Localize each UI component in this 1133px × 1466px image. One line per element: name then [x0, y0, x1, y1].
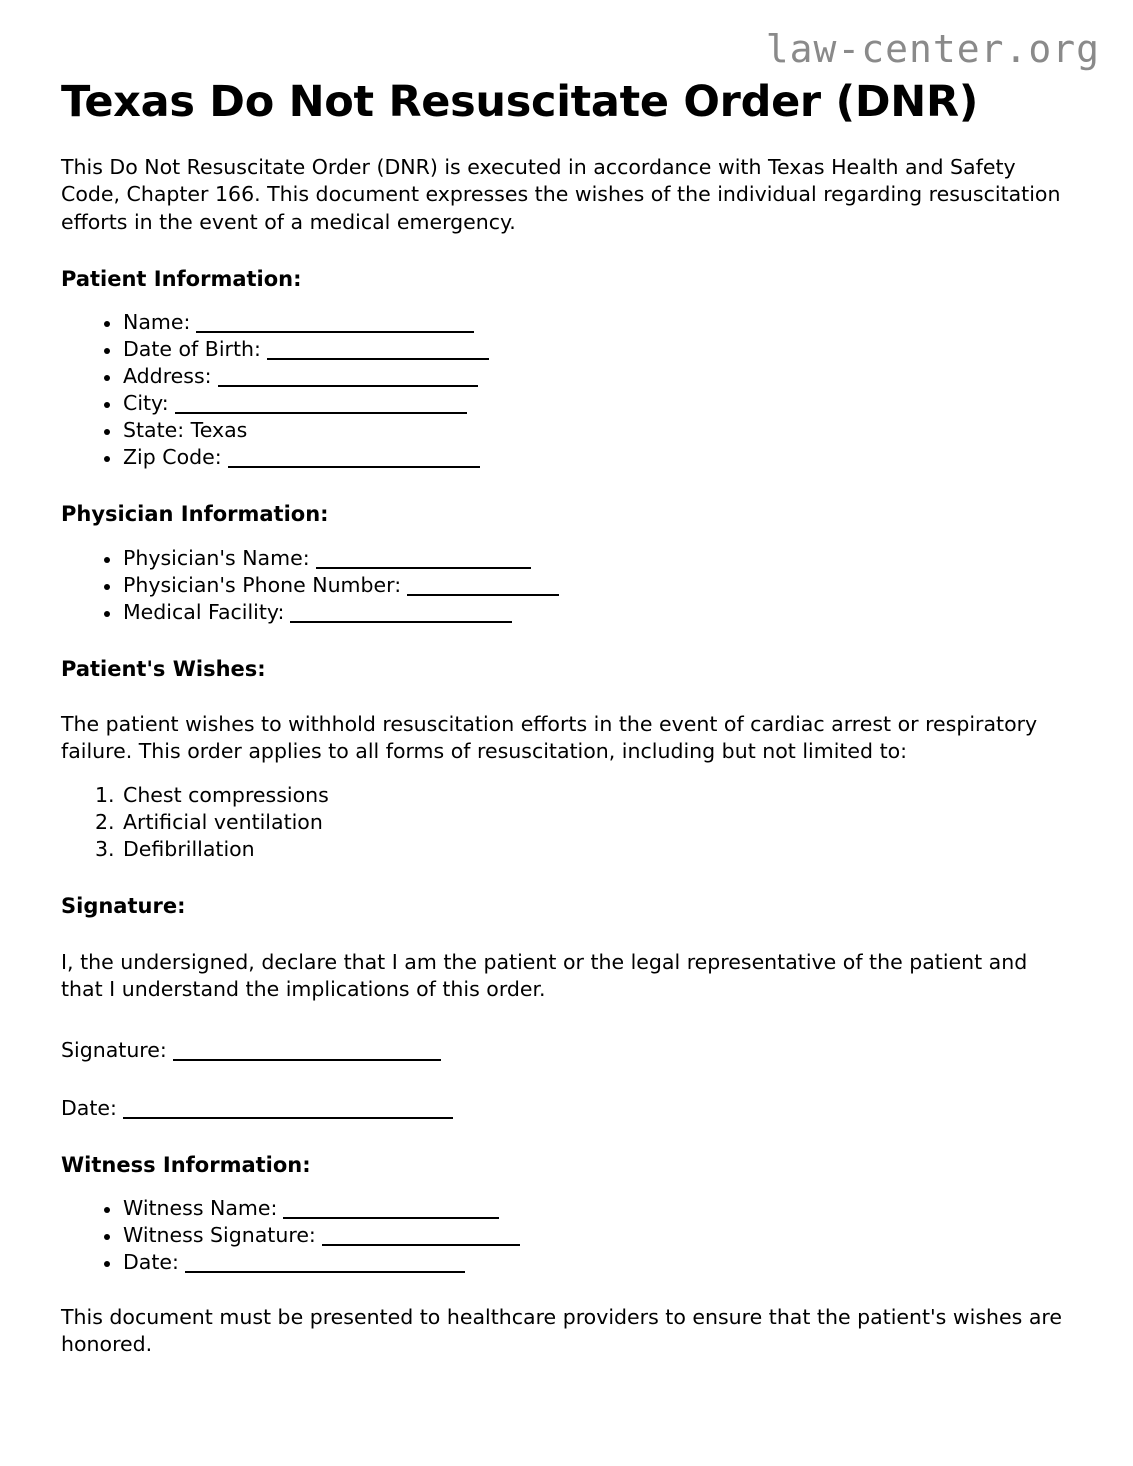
- field-label: State: Texas: [123, 418, 248, 443]
- fill-in-blank[interactable]: [228, 466, 480, 468]
- field-label: Zip Code:: [123, 445, 222, 470]
- field-label: Signature:: [61, 1038, 167, 1063]
- document-body: [61, 78, 1071, 1359]
- list-item: [95, 363, 1071, 390]
- page-title: Texas Do Not Resuscitate Order (DNR): [61, 77, 979, 127]
- field-label: Address:: [123, 364, 212, 389]
- fill-in-blank[interactable]: [175, 412, 467, 414]
- fill-in-blank[interactable]: [196, 331, 474, 333]
- field-label: Witness Signature:: [123, 1223, 316, 1248]
- patient-information-heading: Patient Information:: [61, 266, 302, 291]
- field-label: Physician's Phone Number:: [123, 572, 402, 597]
- list-item: Defibrillation: [123, 837, 255, 862]
- fill-in-blank[interactable]: [316, 567, 531, 569]
- field-label: City:: [123, 391, 169, 416]
- fill-in-blank[interactable]: [185, 1271, 465, 1273]
- physician-information-heading: Physician Information:: [61, 502, 329, 527]
- patient-wishes-heading: Patient's Wishes:: [61, 656, 266, 681]
- fill-in-blank[interactable]: [290, 621, 512, 623]
- list-item: Artificial ventilation: [123, 809, 323, 834]
- field-label: Physician's Name:: [123, 545, 310, 570]
- patient-wishes-paragraph: The patient wishes to withhold resuscitation efforts in the event of cardiac arrest or respiratory failure. This order applies to all forms of resuscitation, including but not limited to:: [61, 712, 1038, 764]
- list-item: Chest compressions: [123, 782, 329, 807]
- list-item: [95, 309, 1071, 336]
- field-label: Medical Facility:: [123, 599, 285, 624]
- list-item: [95, 417, 1071, 444]
- field-label: Date of Birth:: [123, 337, 261, 362]
- field-label: Witness Name:: [123, 1196, 278, 1221]
- list-item: [95, 1195, 1071, 1222]
- witness-information-list: [61, 1195, 1071, 1276]
- field-label: Date:: [61, 1095, 117, 1120]
- fill-in-blank[interactable]: [322, 1244, 520, 1246]
- patient-wishes-list: [61, 782, 1071, 864]
- site-watermark: law-center.org: [765, 27, 1100, 71]
- list-item: [95, 1249, 1071, 1276]
- signature-date-row: [61, 1095, 1071, 1122]
- list-item: [95, 336, 1071, 363]
- closing-paragraph: This document must be presented to healthcare providers to ensure that the patient's wishes are honored.: [61, 1305, 1062, 1357]
- witness-information-heading: Witness Information:: [61, 1152, 311, 1177]
- intro-paragraph: This Do Not Resuscitate Order (DNR) is executed in accordance with Texas Health and Safety Code, Chapter 166. This document expresses the wishes of the individual regarding resuscitation efforts in the event of a medical emergency.: [61, 155, 1061, 234]
- list-item: [95, 444, 1071, 471]
- physician-information-list: [61, 545, 1071, 626]
- list-item: [95, 545, 1071, 572]
- fill-in-blank[interactable]: [218, 385, 478, 387]
- patient-information-list: [61, 309, 1071, 471]
- fill-in-blank[interactable]: [407, 594, 559, 596]
- signature-field-row: [61, 1037, 1071, 1064]
- list-item: [95, 1222, 1071, 1249]
- signature-heading: Signature:: [61, 894, 186, 919]
- list-item: [95, 572, 1071, 599]
- field-label: Name:: [123, 310, 191, 335]
- fill-in-blank[interactable]: [267, 358, 489, 360]
- list-item: [95, 390, 1071, 417]
- field-label: Date:: [123, 1250, 179, 1275]
- list-item: [95, 599, 1071, 626]
- fill-in-blank[interactable]: [123, 1117, 453, 1119]
- signature-declaration: I, the undersigned, declare that I am the patient or the legal representative of the patient and that I understand the implications of this order.: [61, 949, 1028, 1002]
- fill-in-blank[interactable]: [283, 1217, 499, 1219]
- fill-in-blank[interactable]: [173, 1059, 441, 1061]
